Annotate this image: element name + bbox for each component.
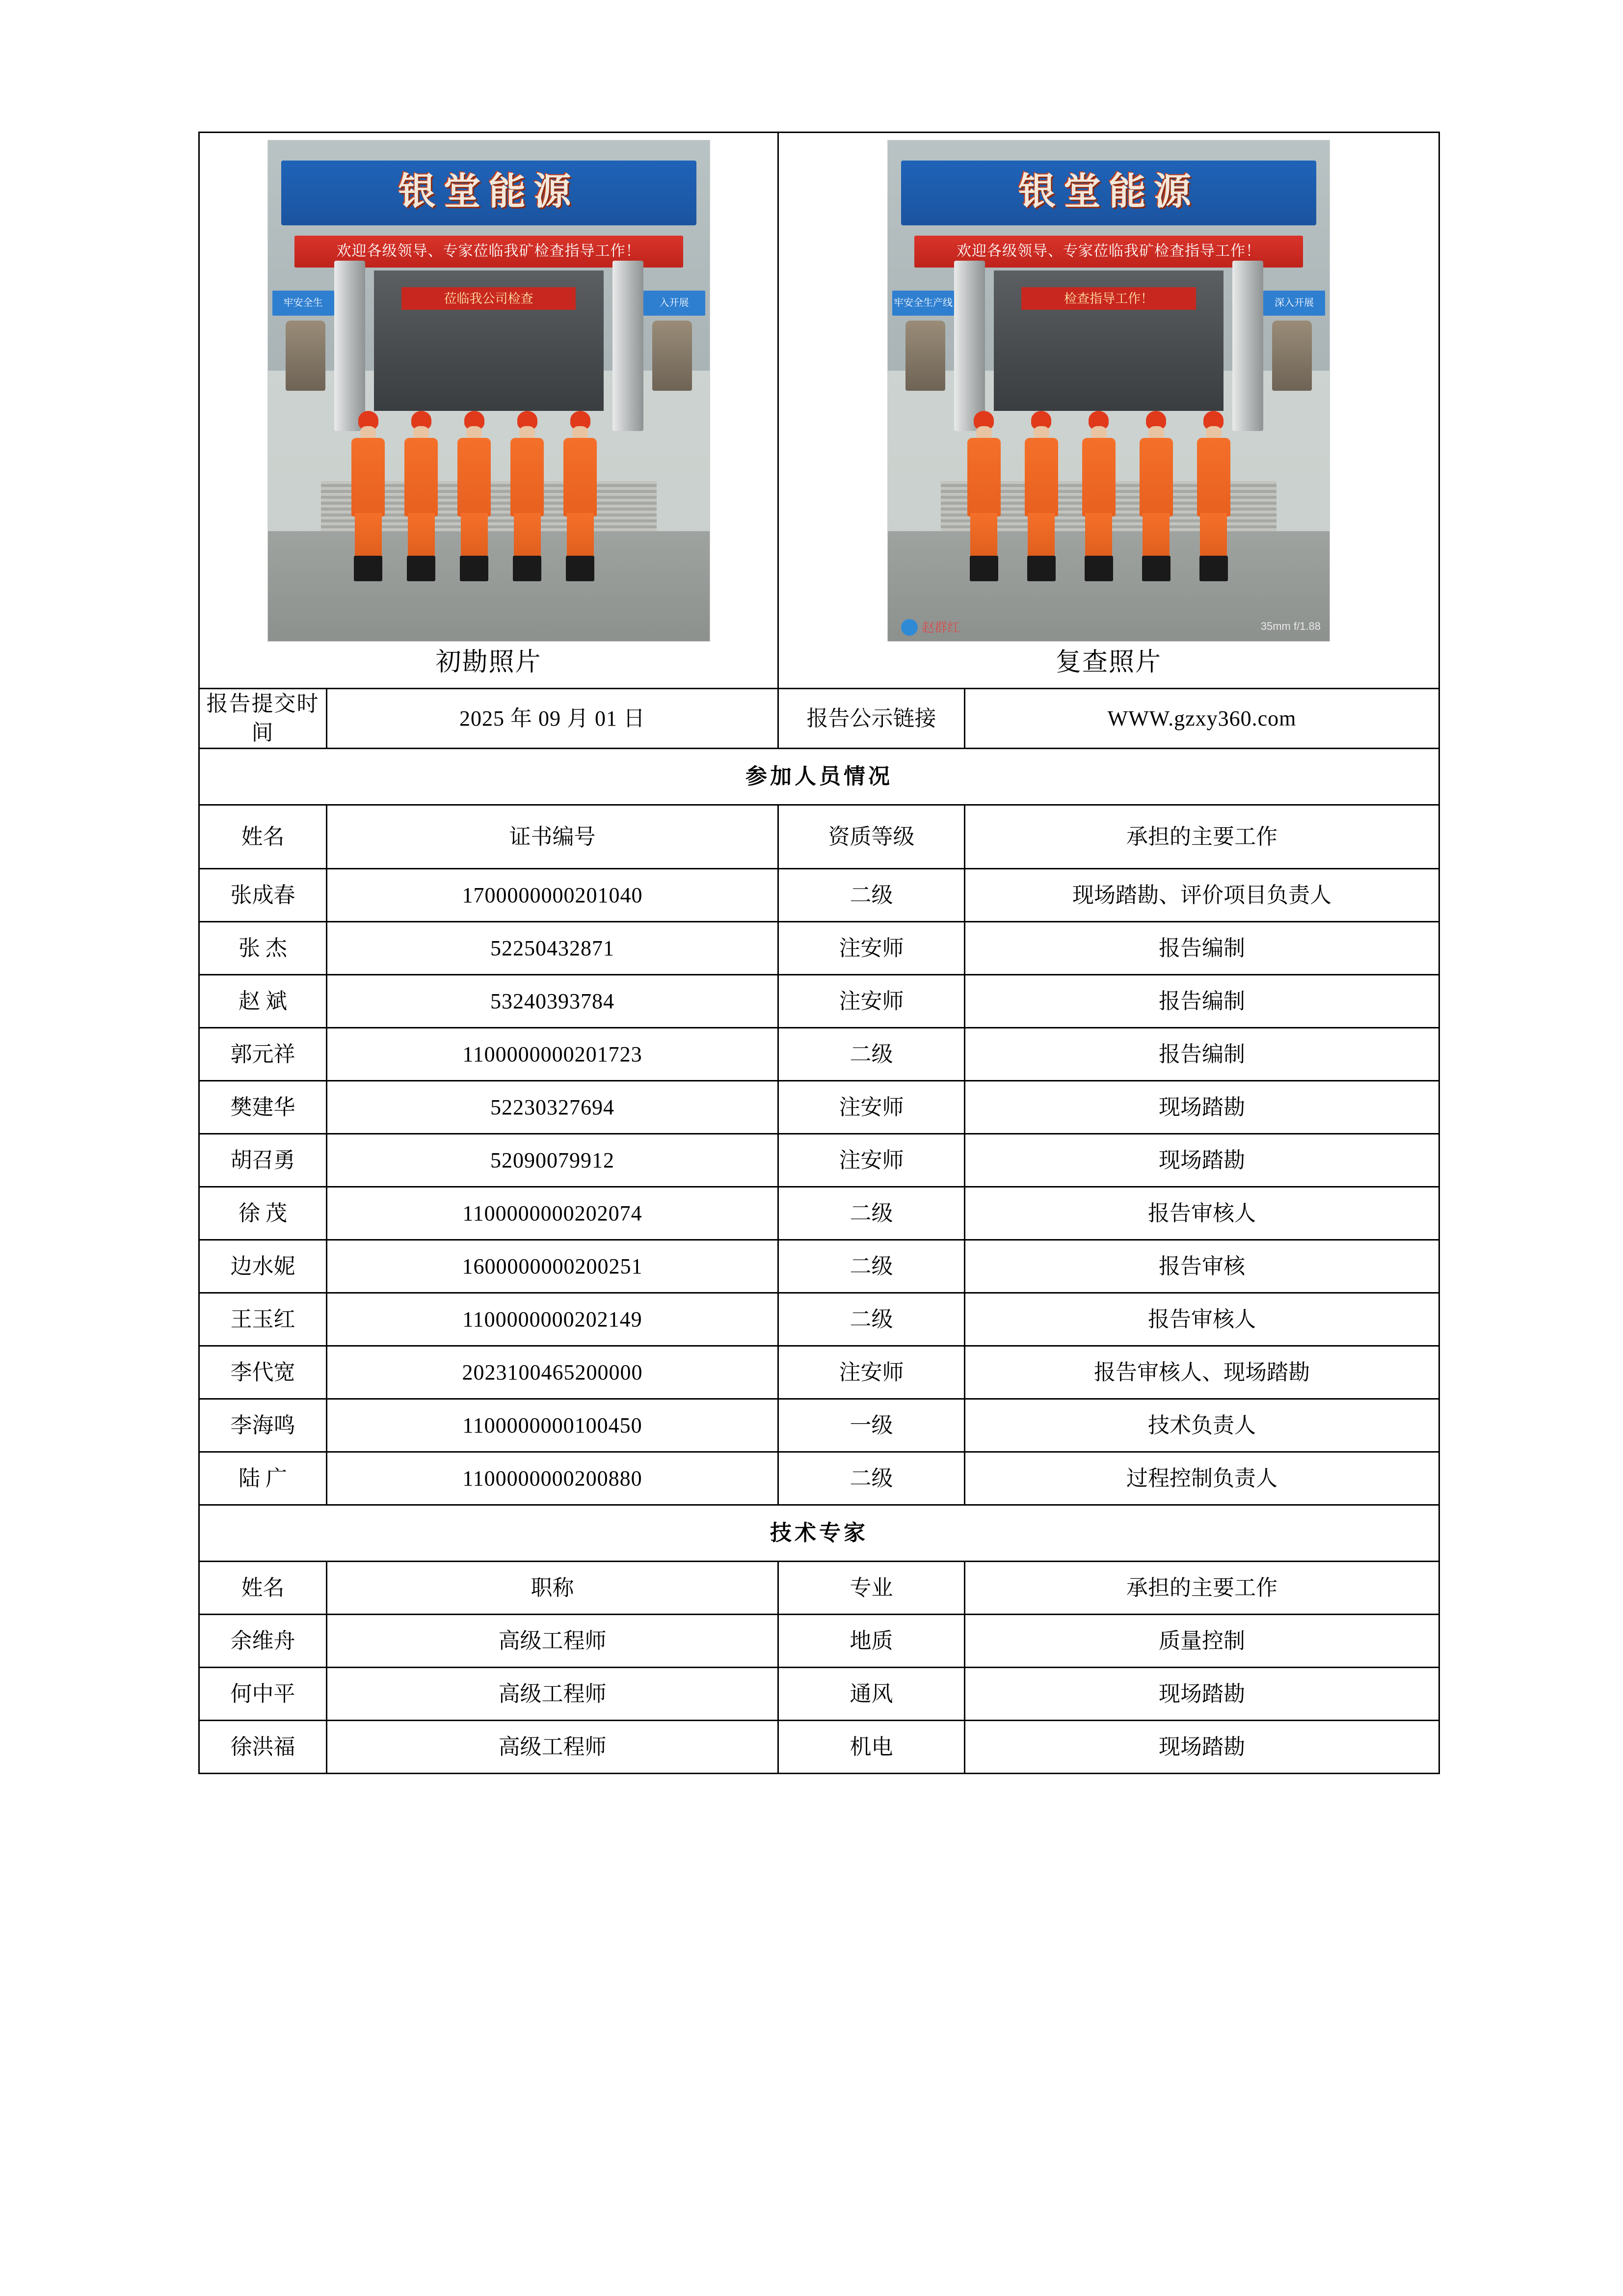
photo-banner-sub-left: 欢迎各级领导、专家莅临我矿检查指导工作！: [336, 243, 641, 260]
photo-caption-recheck: 复查照片: [1055, 648, 1162, 676]
personnel-work: 报告编制: [965, 1027, 1439, 1080]
personnel-work: 现场踏勘、评价项目负责人: [965, 868, 1439, 921]
table-row: [199, 1293, 1439, 1346]
personnel-cert: 1600000000200251: [327, 1240, 778, 1293]
personnel-title-row: [199, 748, 1439, 805]
personnel-header-row: [199, 805, 1439, 868]
personnel-name: 王玉红: [199, 1293, 327, 1346]
table-row: [199, 1240, 1439, 1293]
expert-major: 地质: [778, 1614, 965, 1667]
photo-caption-initial: 初勘照片: [435, 648, 542, 676]
personnel-level: 二级: [778, 1240, 965, 1293]
report-info-row: [199, 689, 1439, 749]
table-row: [199, 1452, 1439, 1505]
expert-name: 何中平: [199, 1667, 327, 1720]
table-row: [199, 1134, 1439, 1187]
expert-work: 现场踏勘: [965, 1720, 1439, 1773]
personnel-level: 二级: [778, 1027, 965, 1080]
personnel-cert: 1100000000200880: [327, 1452, 778, 1505]
photo-entry-sign-right: 检查指导工作！: [1064, 291, 1153, 306]
personnel-work: 技术负责人: [965, 1399, 1439, 1452]
expert-header-work: 承担的主要工作: [965, 1561, 1439, 1614]
photo-logo-icon: [901, 619, 918, 636]
personnel-level: 注安师: [778, 1080, 965, 1134]
table-row: [199, 1080, 1439, 1134]
photo-cell-initial: [199, 133, 778, 689]
photo-side-sign-left-l: 牢安全生: [283, 297, 323, 308]
personnel-cert: 1700000000201040: [327, 868, 778, 921]
personnel-work: 现场踏勘: [965, 1080, 1439, 1134]
photo-banner-title-right: 银堂能源: [1018, 171, 1199, 213]
personnel-level: 注安师: [778, 921, 965, 974]
personnel-level: 注安师: [778, 1346, 965, 1399]
expert-header-title: 职称: [327, 1561, 778, 1614]
personnel-cert: 53240393784: [327, 974, 778, 1027]
personnel-name: 边水妮: [199, 1240, 327, 1293]
table-row: [199, 868, 1439, 921]
personnel-name: 陆 广: [199, 1452, 327, 1505]
personnel-level: 一级: [778, 1399, 965, 1452]
personnel-work: 报告审核: [965, 1240, 1439, 1293]
photo-side-sign-right-l: 牢安全生产线: [894, 297, 953, 308]
photo-initial-survey: [267, 140, 710, 642]
personnel-name: 李海鸣: [199, 1399, 327, 1452]
personnel-name: 樊建华: [199, 1080, 327, 1134]
expert-header-name: 姓名: [199, 1561, 327, 1614]
personnel-level: 二级: [778, 1293, 965, 1346]
expert-title: 高级工程师: [327, 1614, 778, 1667]
table-row: [199, 974, 1439, 1027]
photo-logo-name: 赵群红: [922, 620, 960, 635]
table-row: [199, 1399, 1439, 1452]
public-link-label: 报告公示链接: [778, 689, 965, 749]
personnel-work: 现场踏勘: [965, 1134, 1439, 1187]
personnel-name: 郭元祥: [199, 1027, 327, 1080]
personnel-cert: 1100000000201723: [327, 1027, 778, 1080]
submit-time-label: 报告提交时间: [199, 689, 327, 749]
personnel-cert: 1100000000100450: [327, 1399, 778, 1452]
expert-section-title: 技术专家: [199, 1505, 1439, 1561]
personnel-work: 报告编制: [965, 974, 1439, 1027]
expert-name: 徐洪福: [199, 1720, 327, 1773]
personnel-cert: 1100000000202149: [327, 1293, 778, 1346]
personnel-section-title: 参加人员情况: [199, 748, 1439, 805]
personnel-header-name: 姓名: [199, 805, 327, 868]
expert-major: 通风: [778, 1667, 965, 1720]
expert-title: 高级工程师: [327, 1720, 778, 1773]
photo-recheck-survey: [887, 140, 1330, 642]
personnel-level: 二级: [778, 1452, 965, 1505]
photo-row: [199, 133, 1439, 689]
expert-name: 余维舟: [199, 1614, 327, 1667]
table-row: [199, 1187, 1439, 1240]
table-row: [199, 1027, 1439, 1080]
expert-title: 高级工程师: [327, 1667, 778, 1720]
report-table: [198, 132, 1440, 1774]
expert-major: 机电: [778, 1720, 965, 1773]
personnel-header-work: 承担的主要工作: [965, 805, 1439, 868]
personnel-cert: 2023100465200000: [327, 1346, 778, 1399]
personnel-level: 二级: [778, 868, 965, 921]
expert-work: 现场踏勘: [965, 1667, 1439, 1720]
personnel-work: 报告审核人、现场踏勘: [965, 1346, 1439, 1399]
table-row: [199, 1720, 1439, 1773]
expert-header-major: 专业: [778, 1561, 965, 1614]
photo-entry-sign-left: 莅临我公司检查: [444, 291, 533, 306]
photo-watermark-right: 35mm f/1.88: [1260, 620, 1321, 633]
personnel-name: 李代宽: [199, 1346, 327, 1399]
personnel-cert: 52250432871: [327, 921, 778, 974]
photo-side-sign-left-r: 入开展: [659, 297, 689, 308]
table-row: [199, 1667, 1439, 1720]
personnel-header-level: 资质等级: [778, 805, 965, 868]
table-row: [199, 1614, 1439, 1667]
expert-title-row: [199, 1505, 1439, 1561]
personnel-cert: 52230327694: [327, 1080, 778, 1134]
personnel-work: 报告编制: [965, 921, 1439, 974]
personnel-header-cert: 证书编号: [327, 805, 778, 868]
public-link-value: WWW.gzxy360.com: [965, 689, 1439, 749]
personnel-cert: 52090079912: [327, 1134, 778, 1187]
personnel-cert: 1100000000202074: [327, 1187, 778, 1240]
submit-time-value: 2025 年 09 月 01 日: [327, 689, 778, 749]
personnel-work: 报告审核人: [965, 1187, 1439, 1240]
personnel-level: 二级: [778, 1187, 965, 1240]
personnel-name: 赵 斌: [199, 974, 327, 1027]
table-row: [199, 1346, 1439, 1399]
personnel-work: 过程控制负责人: [965, 1452, 1439, 1505]
expert-header-row: [199, 1561, 1439, 1614]
personnel-name: 张成春: [199, 868, 327, 921]
personnel-level: 注安师: [778, 1134, 965, 1187]
table-row: [199, 921, 1439, 974]
personnel-name: 徐 茂: [199, 1187, 327, 1240]
personnel-name: 张 杰: [199, 921, 327, 974]
photo-logo-badge: [901, 619, 960, 636]
expert-work: 质量控制: [965, 1614, 1439, 1667]
photo-banner-sub-right: 欢迎各级领导、专家莅临我矿检查指导工作！: [957, 243, 1261, 260]
photo-side-sign-right-r: 深入开展: [1275, 297, 1314, 308]
photo-cell-recheck: [778, 133, 1439, 689]
personnel-name: 胡召勇: [199, 1134, 327, 1187]
personnel-level: 注安师: [778, 974, 965, 1027]
photo-banner-title-left: 银堂能源: [398, 171, 579, 213]
personnel-work: 报告审核人: [965, 1293, 1439, 1346]
